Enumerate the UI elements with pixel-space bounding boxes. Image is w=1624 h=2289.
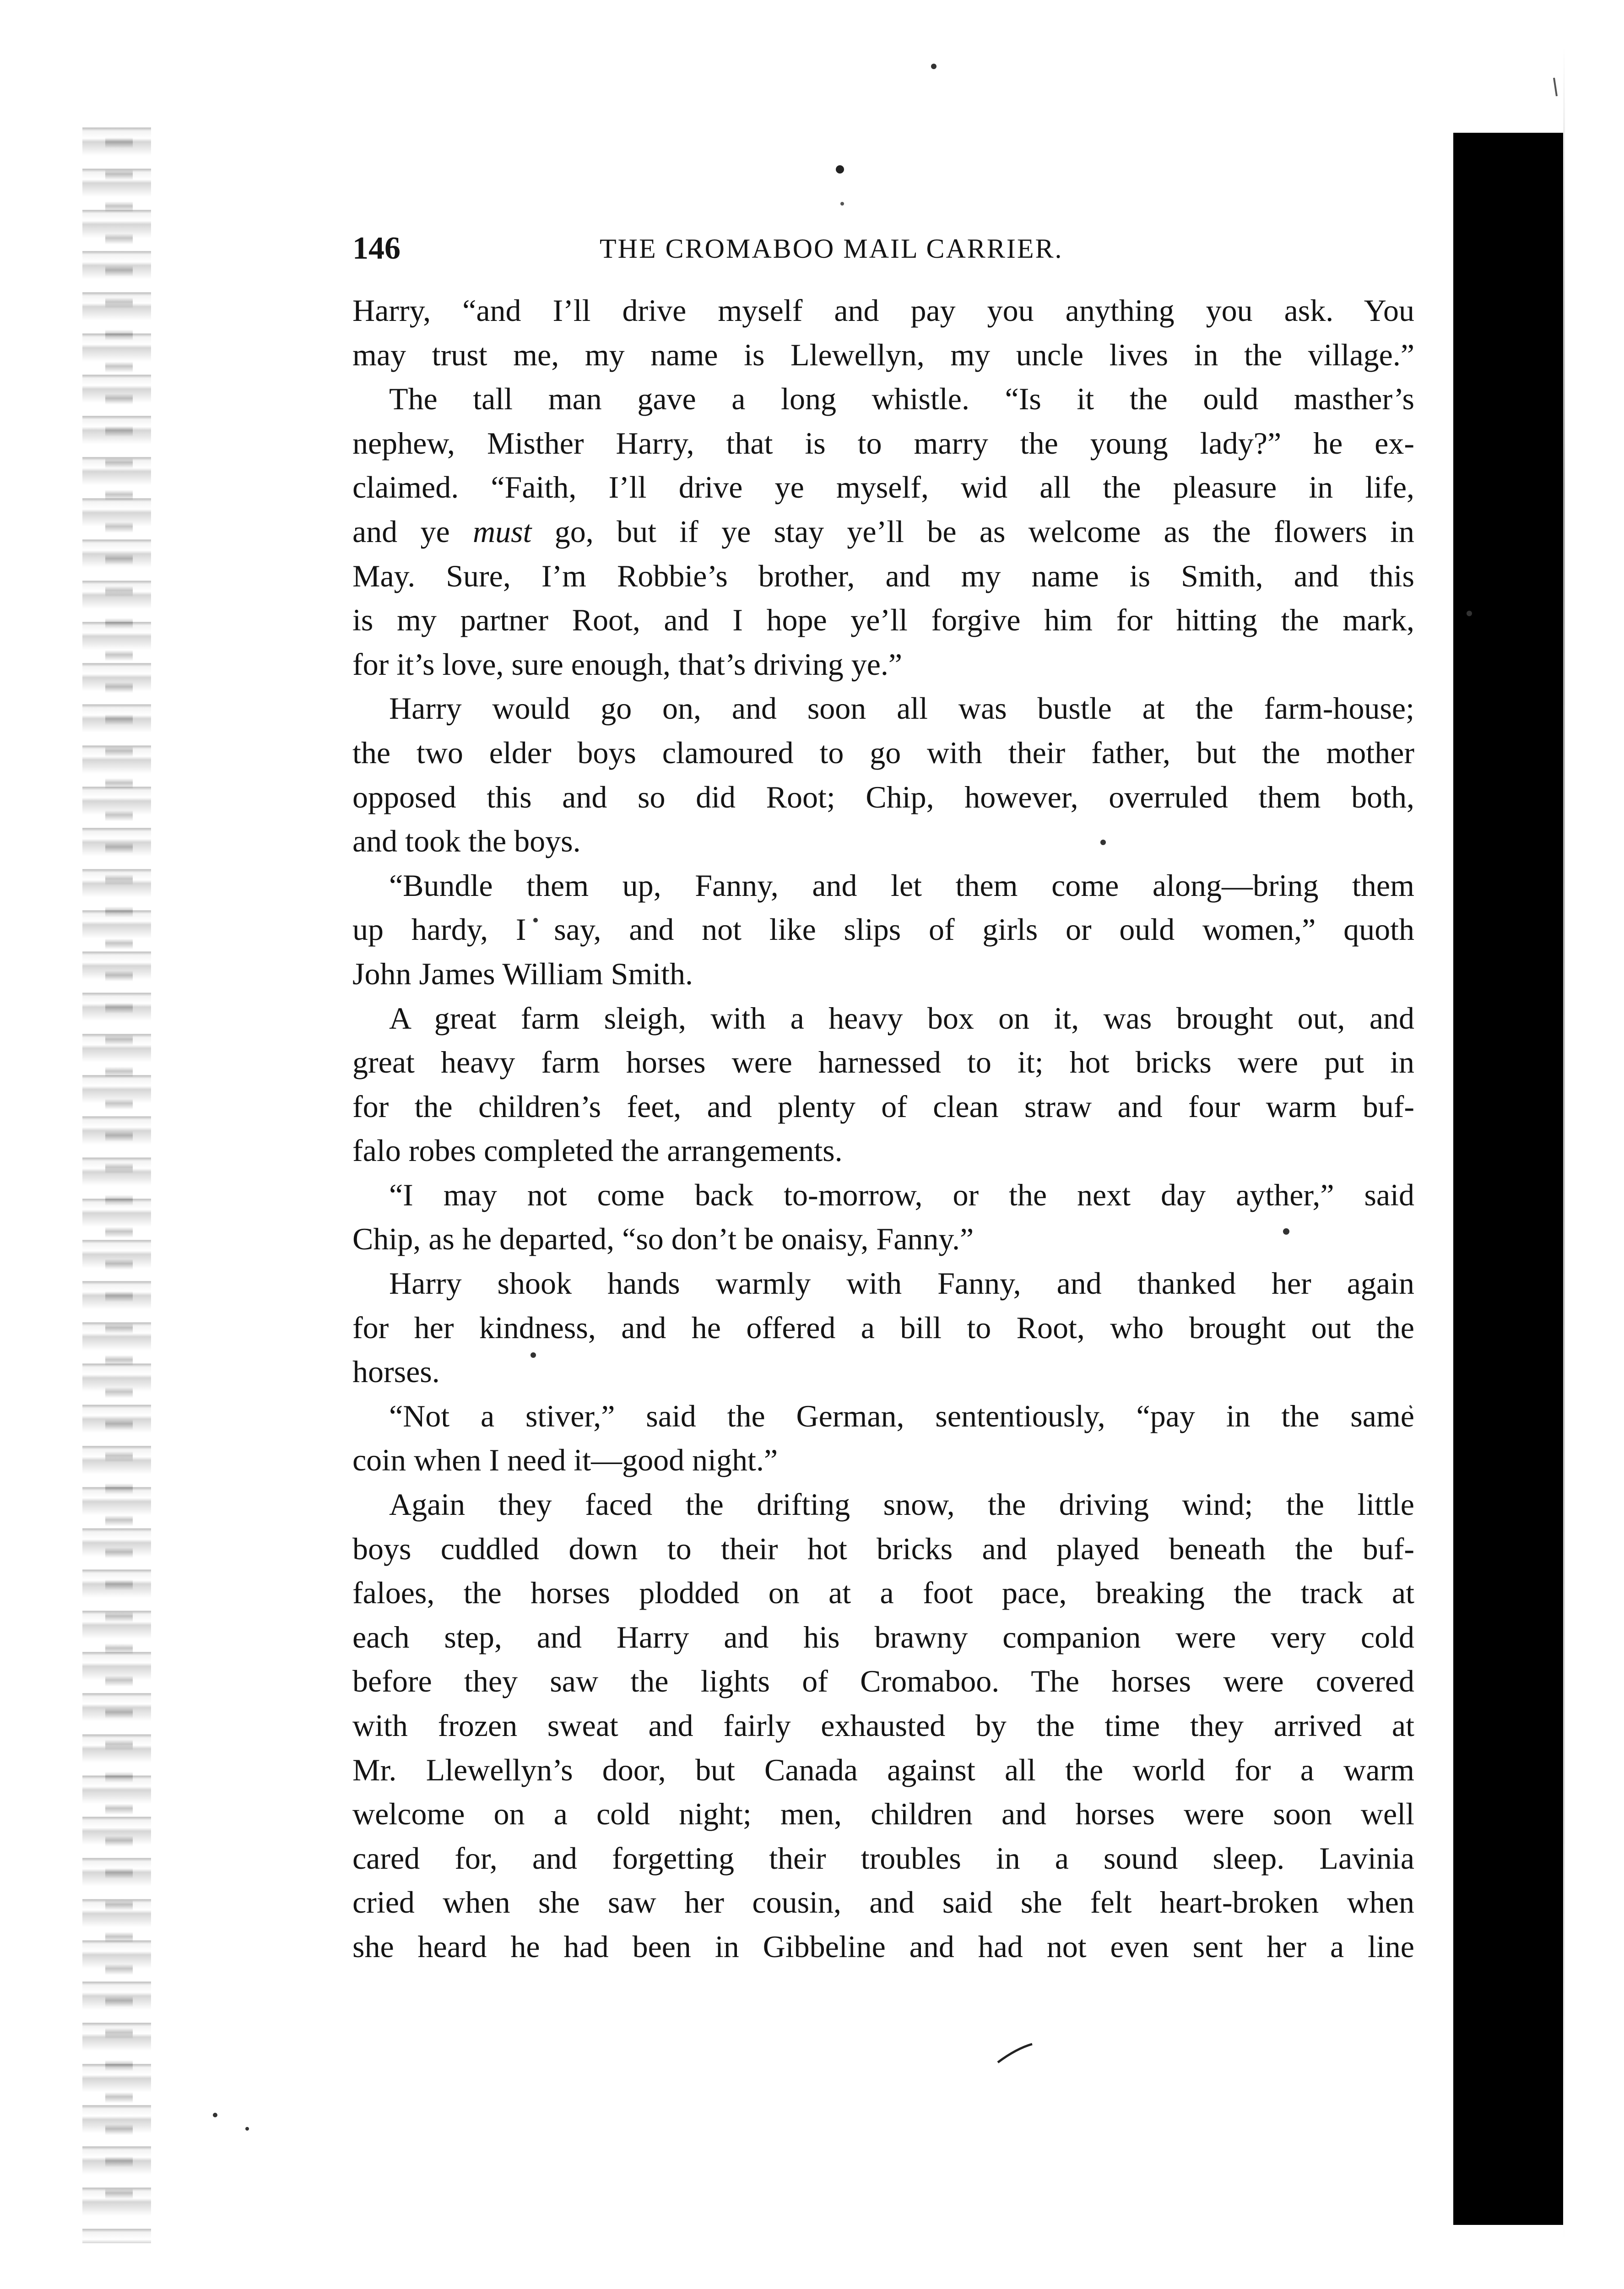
text-line: for her kindness, and he offered a bill to Root, who brought out the (352, 1310, 1414, 1345)
running-header (352, 223, 1414, 274)
emphasis: must (472, 514, 532, 549)
text-line: coin when I need it—good night.” (352, 1443, 778, 1478)
running-head-title: THE CROMABOO MAIL CARRIER. (600, 233, 1063, 264)
text-line: for it’s love, sure enough, that’s driving ye.” (352, 646, 903, 682)
text-line: John James William Smith. (352, 956, 693, 991)
page-number: 146 (352, 231, 401, 266)
text-line: “Bundle them up, Fanny, and let them come along—bring them (389, 868, 1414, 903)
text-line: nephew, Misther Harry, that is to marry the young lady?” he ex- (352, 425, 1414, 461)
text-line: and took the boys. (352, 824, 581, 859)
text-line: claimed. “Faith, I’ll drive ye myself, wid all the pleasure in life, (352, 470, 1414, 505)
text-line: each step, and Harry and his brawny companion were very cold (352, 1619, 1414, 1654)
text-line: boys cuddled down to their hot bricks and played beneath the buf- (352, 1531, 1414, 1566)
text-line: The tall man gave a long whistle. “Is it the ould masther’s (389, 381, 1414, 417)
text-line: Harry, “and I’ll drive myself and pay you anything you ask. You (352, 293, 1414, 328)
text-line: horses. (352, 1354, 440, 1389)
text-line: May. Sure, I’m Robbie’s brother, and my name is Smith, and this (352, 558, 1414, 593)
text-line: she heard he had been in Gibbeline and had not even sent her a line (352, 1929, 1414, 1964)
text-line: before they saw the lights of Cromaboo. The horses were covered (352, 1664, 1414, 1699)
text-line: Again they faced the drifting snow, the driving wind; the little (389, 1487, 1414, 1522)
text-line: cared for, and forgetting their troubles in a sound sleep. Lavinia (352, 1840, 1414, 1876)
text-line: great heavy farm horses were harnessed to it; hot bricks were put in (352, 1045, 1414, 1080)
text-line: the two elder boys clamoured to go with their father, but the mother (352, 735, 1414, 770)
text-line: is my partner Root, and I hope ye’ll forgive him for hitting the mark, (352, 602, 1414, 638)
text-line: falo robes completed the arrangements. (352, 1133, 843, 1168)
text-line: Harry would go on, and soon all was bustle at the farm-house; (389, 691, 1414, 726)
text-line: may trust me, my name is Llewellyn, my uncle lives in the village.” (352, 337, 1414, 372)
text-line: Harry shook hands warmly with Fanny, and thanked her again (389, 1266, 1414, 1301)
text-line: for the children’s feet, and plenty of clean straw and four warm buf- (352, 1089, 1414, 1124)
text-line: Mr. Llewellyn’s door, but Canada against all the world for a warm (352, 1752, 1414, 1787)
text-line: opposed this and so did Root; Chip, however, overruled them both, (352, 779, 1414, 814)
text-line: and ye must go, but if ye stay ye’ll be as welcome as the flowers in (352, 514, 1414, 549)
text-line: Chip, as he departed, “so don’t be onaisy, Fanny.” (352, 1221, 974, 1257)
text-line: welcome on a cold night; men, children and horses were soon well (352, 1796, 1414, 1832)
text-line: “I may not come back to-morrow, or the next day ayther,” said (389, 1177, 1414, 1212)
text-line: faloes, the horses plodded on at a foot pace, breaking the track at (352, 1575, 1414, 1611)
text-line: up hardy, I say, and not like slips of girls or ould women,” quoth (352, 912, 1414, 947)
body-text (352, 288, 1414, 1969)
text-line: “Not a stiver,” said the German, sententiously, “pay in the same (389, 1398, 1414, 1433)
text-line: with frozen sweat and fairly exhausted by the time they arrived at (352, 1708, 1414, 1743)
text-line: A great farm sleigh, with a heavy box on it, was brought out, and (389, 1000, 1414, 1036)
text-line: cried when she saw her cousin, and said she felt heart-broken when (352, 1885, 1414, 1920)
